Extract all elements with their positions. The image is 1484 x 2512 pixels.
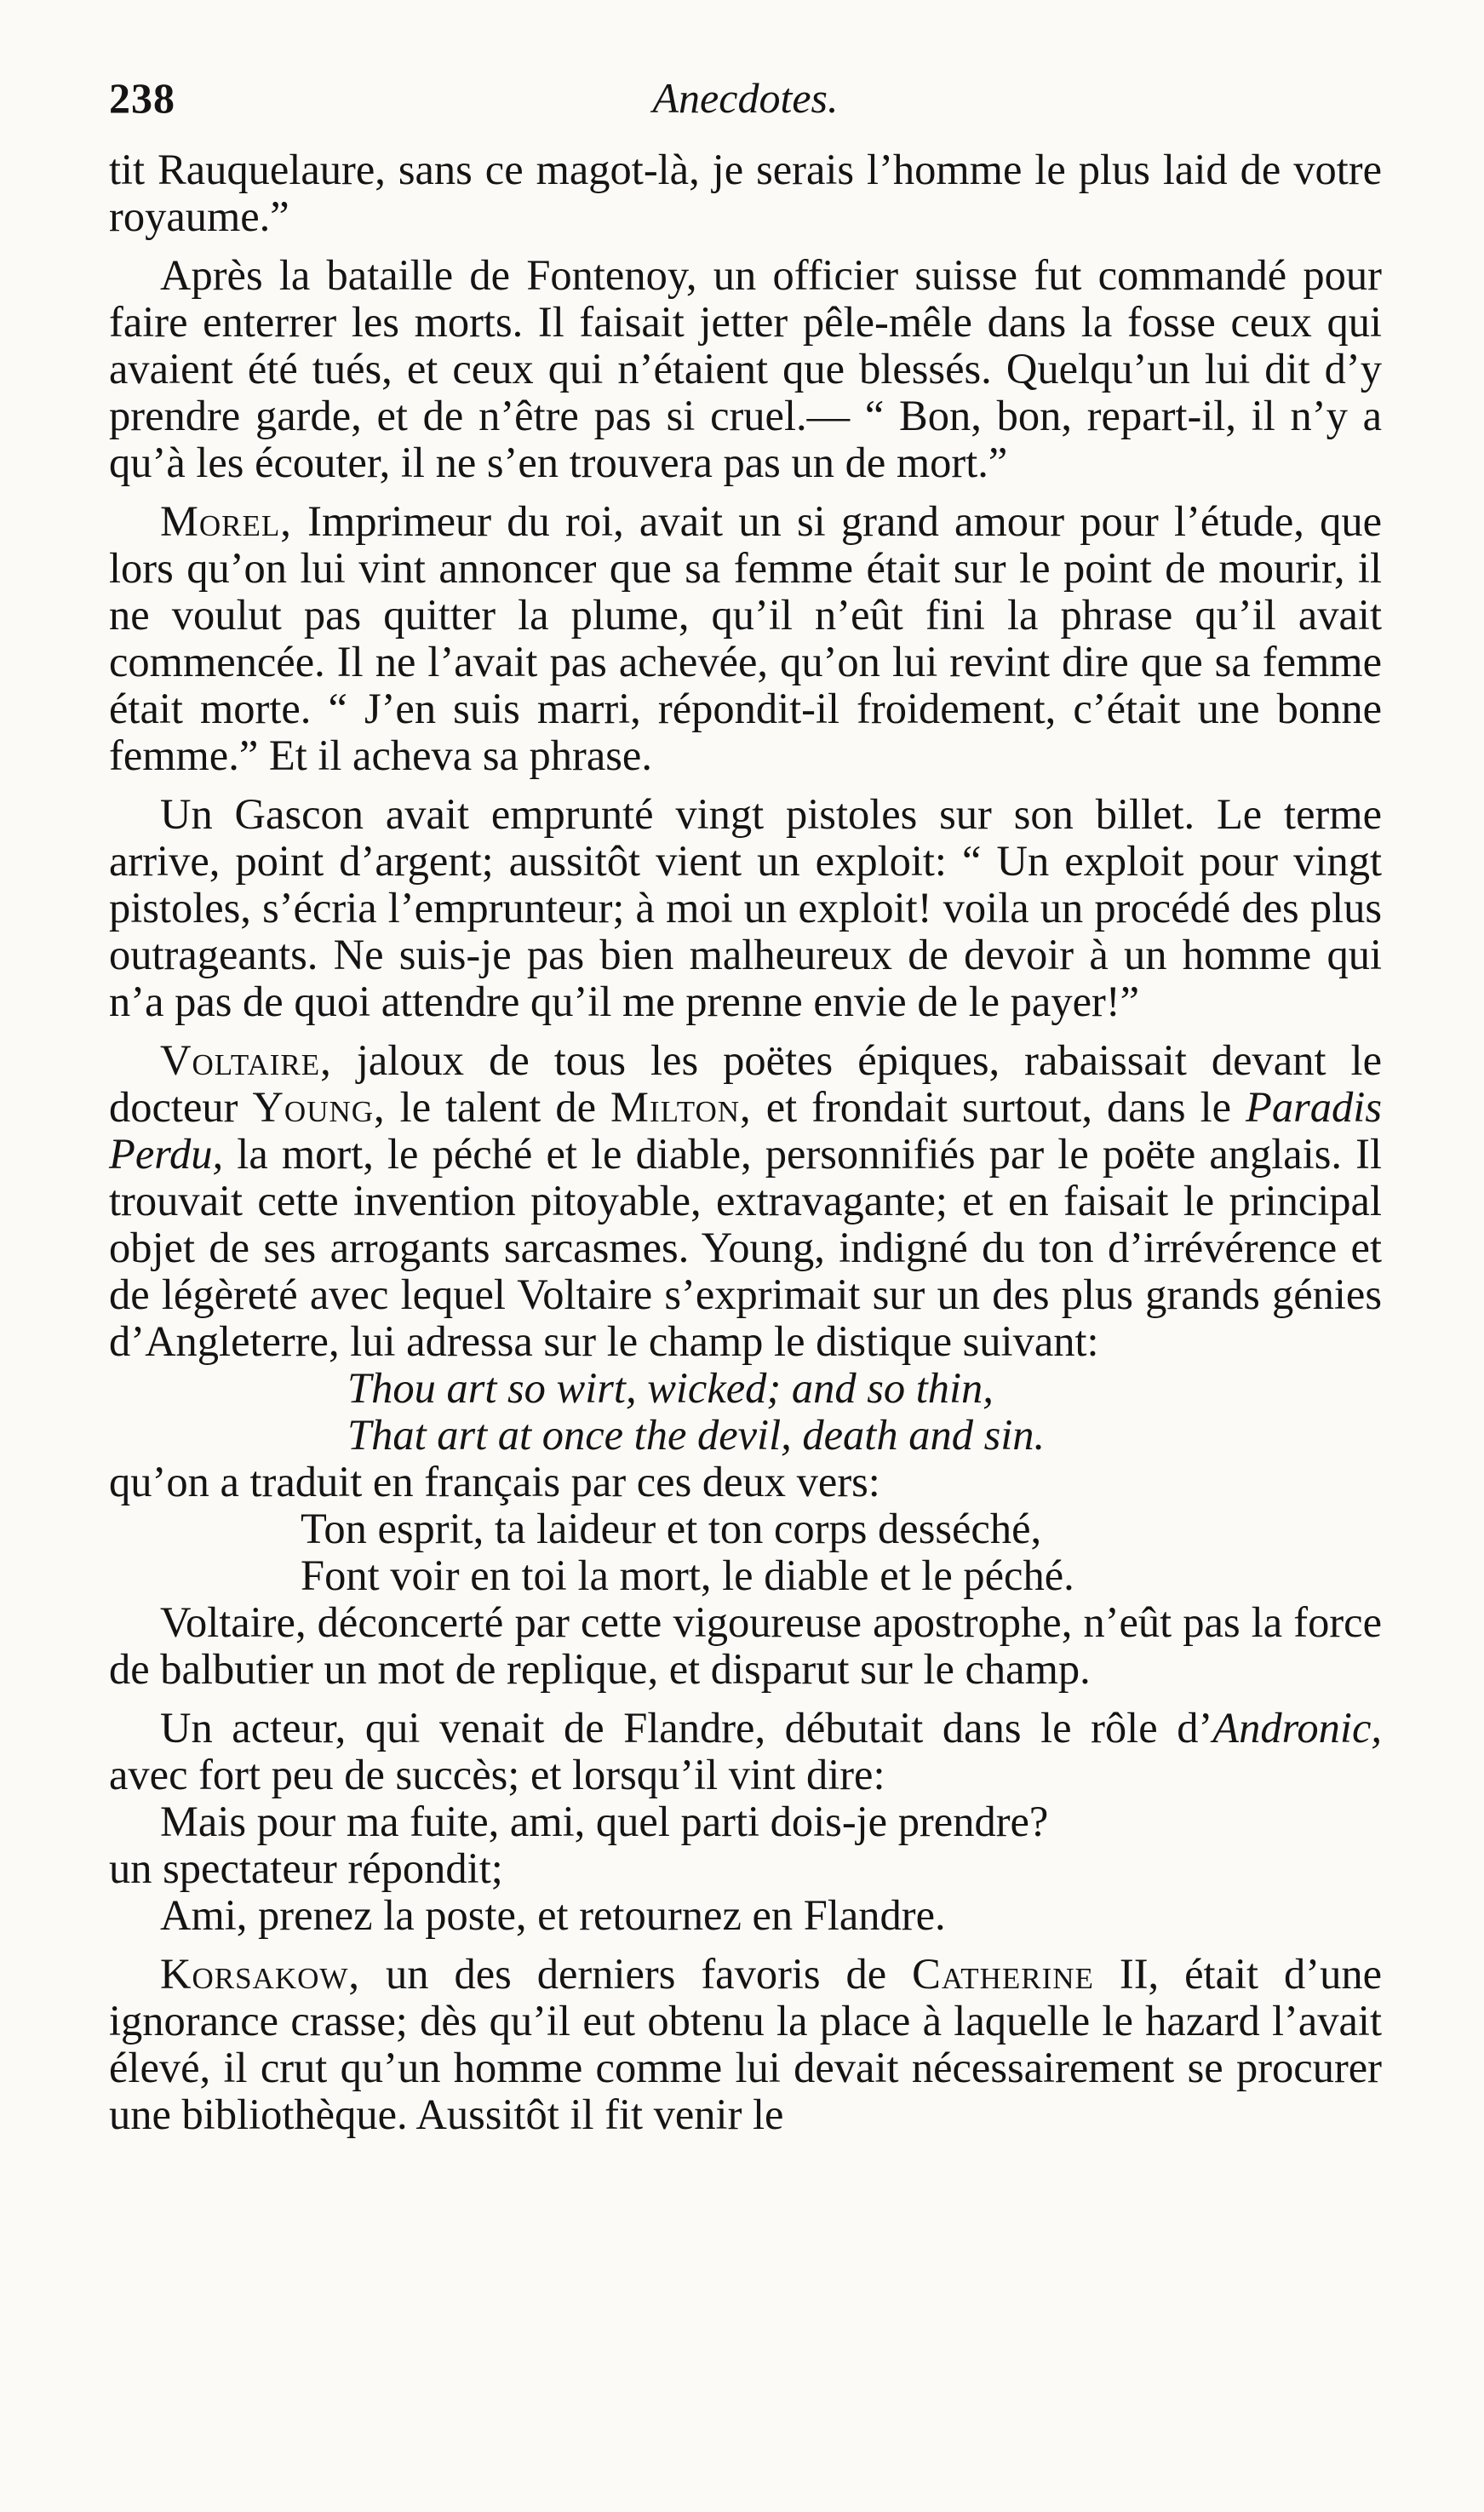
paragraph-acteur-text-1: Un acteur, qui venait de Flandre, débutait dans le rôle d’ [160,1704,1213,1752]
paragraph-fontenoy: Après la bataille de Fontenoy, un officier suisse fut commandé pour faire enterrer les morts. Il faisait jetter pêle-mêle dans la fosse ceux qui avaient été tués, et ceux qui n’étaient que blessés. Quelqu’un lui dit d’y prendre garde, et de n’être pas si cruel.— “ Bon, bon, repart-il, il n’y a qu’à les écouter, il ne s’en trouvera pas un de mort.” [109,251,1382,486]
verse-english-2: That art at once the devil, death and sin. [347,1411,1046,1459]
name-voltaire: Voltaire, [160,1036,332,1084]
verse-english-1: Thou art so wirt, wicked; and so thin, [347,1364,994,1412]
name-catherine: Catherine [912,1950,1094,1998]
paragraph-acteur-text-2: avec fort peu de succès; et lorsqu’il vint dire: [109,1751,885,1798]
verse-french-1: Ton esprit, ta laideur et ton corps desséché, [301,1505,1042,1552]
paragraph-voltaire-text-2: le talent de [385,1083,611,1131]
paragraph-voltaire-text-3: et frondait surtout, dans le [751,1083,1246,1131]
paragraph-voltaire-text-4: la mort, le péché et le diable, personnifiés par le poëte anglais. Il trouvait cette invention pitoyable, extravagante; et en faisait le principal objet de ses arrogants sarcasmes. Young, indigné du ton d’irrévérence et de légèreté avec lequel Voltaire s’exprimait sur un des plus grands génies d’Angleterre, lui adressa sur le champ le distique suivant: [109,1130,1382,1365]
page-number: 238 [109,74,175,122]
paragraph-morel-text: Imprimeur du roi, avait un si grand amour pour l’étude, que lors qu’on lui vint annoncer que sa femme était sur le point de mourir, il ne voulut pas quitter la plume, qu’il n’eût fini la phrase qu’il avait commencée. Il ne l’avait pas achevée, qu’on lui revint dire que sa femme était morte. “ J’en suis marri, répondit-il froidement, c’était une bonne femme.” Et il acheva sa phrase. [109,497,1382,779]
name-morel: Morel, [160,497,292,545]
name-milton: Milton, [610,1083,752,1131]
paragraph-voltaire-text-1: jaloux de tous les poëtes épiques, rabaissait devant le docteur [109,1036,1382,1131]
title-andronic: Andronic, [1212,1704,1382,1752]
body-text [109,146,1382,2138]
paragraph-gascon: Un Gascon avait emprunté vingt pistoles sur son billet. Le terme arrive, point d’argent; aussitôt vient un exploit: “ Un exploit pour vingt pistoles, s’écria l’emprunteur; à moi un exploit! voila un procédé des plus outrageants. Ne suis-je pas bien malheureux de devoir à un homme qui n’a pas de quoi attendre qu’il me prenne envie de le payer!” [109,790,1382,1025]
paragraph-voltaire [109,1037,1382,1365]
verse-french-2: Font voir en toi la mort, le diable et le péché. [301,1551,1074,1599]
paragraph-spectateur: un spectateur répondit; [109,1844,503,1892]
paragraph-translation-intro: qu’on a traduit en français par ces deux vers: [109,1458,880,1505]
paragraph-continuation: tit Rauquelaure, sans ce magot-là, je serais l’homme le plus laid de votre royaume.” [109,146,1382,240]
running-title: Anecdotes. [652,74,839,122]
page-header [109,73,1382,133]
paragraph-acteur [109,1705,1382,1798]
paragraph-korsakow [109,1951,1382,2138]
paragraph-voltaire-end: Voltaire, déconcerté par cette vigoureuse apostrophe, n’eût pas la force de balbutier un mot de replique, et disparut sur le champ. [109,1598,1382,1693]
verse-play-1: Mais pour ma fuite, ami, quel parti dois-je prendre? [160,1798,1049,1845]
name-young: Young, [252,1083,386,1131]
paragraph-morel [109,498,1382,779]
paragraph-korsakow-text-2: II, était d’une ignorance crasse; dès qu’il eut obtenu la place à laquelle le hazard l’avait élevé, il crut qu’un homme comme lui devait nécessairement se procurer une bibliothèque. Aussitôt il fit venir le [109,1950,1382,2138]
title-paradis-perdu: Paradis Perdu, [109,1083,1382,1178]
name-korsakow: Korsakow, [160,1950,361,1998]
paragraph-korsakow-text-1: un des derniers favoris de [360,1950,913,1998]
verse-play-2: Ami, prenez la poste, et retournez en Flandre. [160,1891,946,1939]
